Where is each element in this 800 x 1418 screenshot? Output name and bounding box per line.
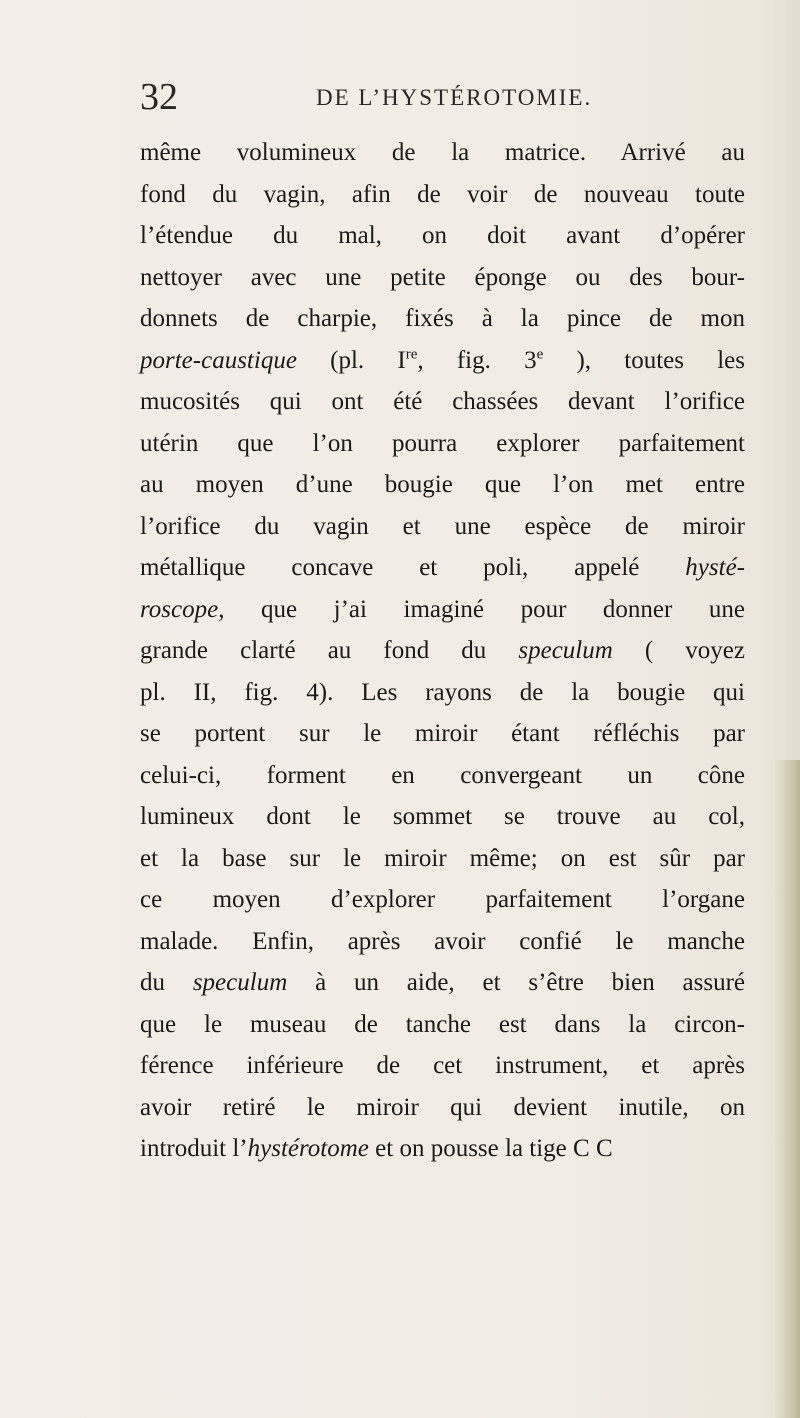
text-segment: que le museau de tanche est dans la circon- xyxy=(140,1010,745,1038)
text-segment: du xyxy=(140,969,193,996)
italic-term: hystérotome xyxy=(247,1135,369,1162)
italic-term: hysté- xyxy=(685,554,745,581)
text-segment: se portent sur le miroir étant réfléchis par xyxy=(140,720,745,747)
text-line xyxy=(140,506,745,548)
text-line xyxy=(140,132,745,174)
text-segment: malade. Enfin, après avoir confié le manche xyxy=(140,927,745,955)
text-line xyxy=(140,423,745,465)
text-segment: introduit l’ xyxy=(140,1135,248,1162)
text-line xyxy=(140,174,745,216)
text-line xyxy=(140,298,745,340)
text-line xyxy=(140,1128,745,1170)
text-line xyxy=(140,755,745,797)
text-segment: au moyen d’une bougie que l’on met entre xyxy=(140,471,745,498)
text-segment: l’étendue du mal, on doit avant d’opérer xyxy=(140,222,745,249)
text-line xyxy=(140,257,745,299)
text-line xyxy=(140,1087,745,1129)
page-header xyxy=(140,72,740,122)
text-segment: nettoyer avec une petite éponge ou des bour- xyxy=(140,263,745,291)
text-line xyxy=(140,921,745,963)
text-segment: ( voyez xyxy=(612,637,745,664)
running-title: DE L’HYSTÉROTOMIE. xyxy=(316,85,593,110)
superscript: e xyxy=(536,346,544,363)
text-line xyxy=(140,838,745,880)
text-segment: l’orifice du vagin et une espèce de miroir xyxy=(140,512,745,540)
text-line xyxy=(140,879,745,921)
italic-term: roscope xyxy=(140,595,219,623)
text-segment: celui-ci, forment en convergeant un cône xyxy=(140,761,745,789)
text-line xyxy=(140,589,745,631)
page-edge-stain xyxy=(774,760,800,1418)
text-segment: ce moyen d’explorer parfaitement l’organe xyxy=(140,886,745,913)
text-segment: utérin que l’on pourra explorer parfaitement xyxy=(140,429,745,457)
page-number: 32 xyxy=(140,76,178,118)
text-line xyxy=(140,547,745,589)
text-segment: à un aide, et s’être bien assuré xyxy=(287,969,746,996)
text-line xyxy=(140,630,745,672)
text-segment: même volumineux de la matrice. Arrivé au xyxy=(140,139,745,166)
text-line xyxy=(140,340,745,382)
superscript: re xyxy=(405,346,418,363)
text-segment: fond du vagin, afin de voir de nouveau toute xyxy=(140,180,745,208)
text-line xyxy=(140,1045,745,1087)
text-line xyxy=(140,796,745,838)
text-segment: métallique concave et poli, appelé xyxy=(140,554,686,581)
text-segment: , que j’ai imaginé pour donner une xyxy=(218,595,745,623)
italic-term: speculum xyxy=(518,637,613,664)
text-line xyxy=(140,672,745,714)
text-line xyxy=(140,464,745,506)
text-segment: grande clarté au fond du xyxy=(140,637,519,664)
text-segment: férence inférieure de cet instrument, et après xyxy=(140,1052,745,1079)
text-segment: , fig. 3 xyxy=(417,346,537,374)
body-text xyxy=(140,132,745,1170)
italic-term: porte-caustique xyxy=(140,346,297,374)
text-line xyxy=(140,215,745,257)
text-segment: ), toutes les xyxy=(543,346,745,374)
text-segment: et la base sur le miroir même; on est sûr par xyxy=(140,844,745,872)
text-segment: donnets de charpie, fixés à la pince de mon xyxy=(140,305,745,332)
text-segment: pl. II, fig. 4). Les rayons de la bougie qui xyxy=(140,678,745,706)
text-line xyxy=(140,713,745,755)
text-segment: mucosités qui ont été chassées devant l’orifice xyxy=(140,388,745,415)
text-segment: (pl. I xyxy=(296,346,406,374)
text-segment: avoir retiré le miroir qui devient inutile, on xyxy=(140,1093,745,1121)
text-line xyxy=(140,962,745,1004)
text-line xyxy=(140,381,745,423)
italic-term: speculum xyxy=(192,969,288,996)
text-line xyxy=(140,1004,745,1046)
text-segment: lumineux dont le sommet se trouve au col, xyxy=(140,803,745,830)
text-segment: et on pousse la tige C C xyxy=(368,1135,613,1162)
